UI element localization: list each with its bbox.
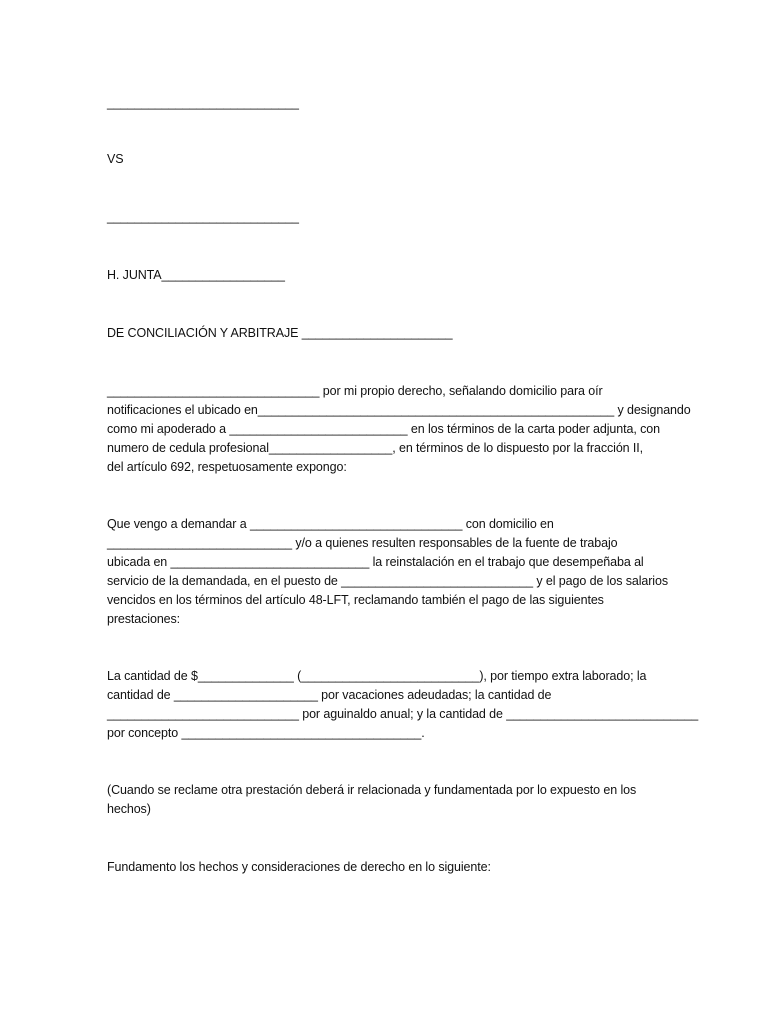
junta-heading: H. JUNTA__________________: [107, 268, 285, 282]
party-bottom-blank: ____________________________: [107, 210, 299, 224]
paragraph1-line: numero de cedula profesional__________________, en términos de lo dispuesto por la fracción II,: [107, 441, 644, 455]
paragraph2-line: ubicada en _____________________________ la reinstalación en el trabajo que desempeñaba al: [107, 555, 644, 569]
vs-label: VS: [107, 152, 124, 166]
paragraph1-line: _______________________________ por mi propio derecho, señalando domicilio para oír: [107, 384, 603, 398]
conciliacion-heading: DE CONCILIACIÓN Y ARBITRAJE ______________________: [107, 326, 453, 340]
paragraph3-line: La cantidad de $______________ (__________________________), por tiempo extra laborado; la: [107, 669, 647, 683]
paragraph2-line: prestaciones:: [107, 612, 181, 626]
paragraph1-line: notificaciones el ubicado en____________________________________________________ y designando: [107, 403, 691, 417]
paragraph2-line: Que vengo a demandar a _______________________________ con domicilio en: [107, 517, 554, 531]
paragraph2-line: ___________________________ y/o a quienes resulten responsables de la fuente de trabajo: [107, 536, 618, 550]
party-top-blank: ____________________________: [107, 96, 299, 110]
paragraph3-line: cantidad de _____________________ por vacaciones adeudadas; la cantidad de: [107, 688, 552, 702]
paragraph4-line: (Cuando se reclame otra prestación deberá ir relacionada y fundamentada por lo expuesto en los: [107, 783, 637, 797]
paragraph3-line: por concepto ___________________________________.: [107, 726, 425, 740]
paragraph2-line: servicio de la demandada, en el puesto de ____________________________ y el pago de los salarios: [107, 574, 668, 588]
paragraph1-line: como mi apoderado a __________________________ en los términos de la carta poder adjunta, con: [107, 422, 660, 436]
paragraph4-line: hechos): [107, 802, 151, 816]
paragraph1-line: del artículo 692, respetuosamente expongo:: [107, 460, 347, 474]
paragraph3-line: ____________________________ por aguinaldo anual; y la cantidad de ____________________________: [107, 707, 699, 721]
paragraph5-line: Fundamento los hechos y consideraciones de derecho en lo siguiente:: [107, 860, 491, 874]
paragraph2-line: vencidos en los términos del artículo 48-LFT, reclamando también el pago de las siguientes: [107, 593, 604, 607]
